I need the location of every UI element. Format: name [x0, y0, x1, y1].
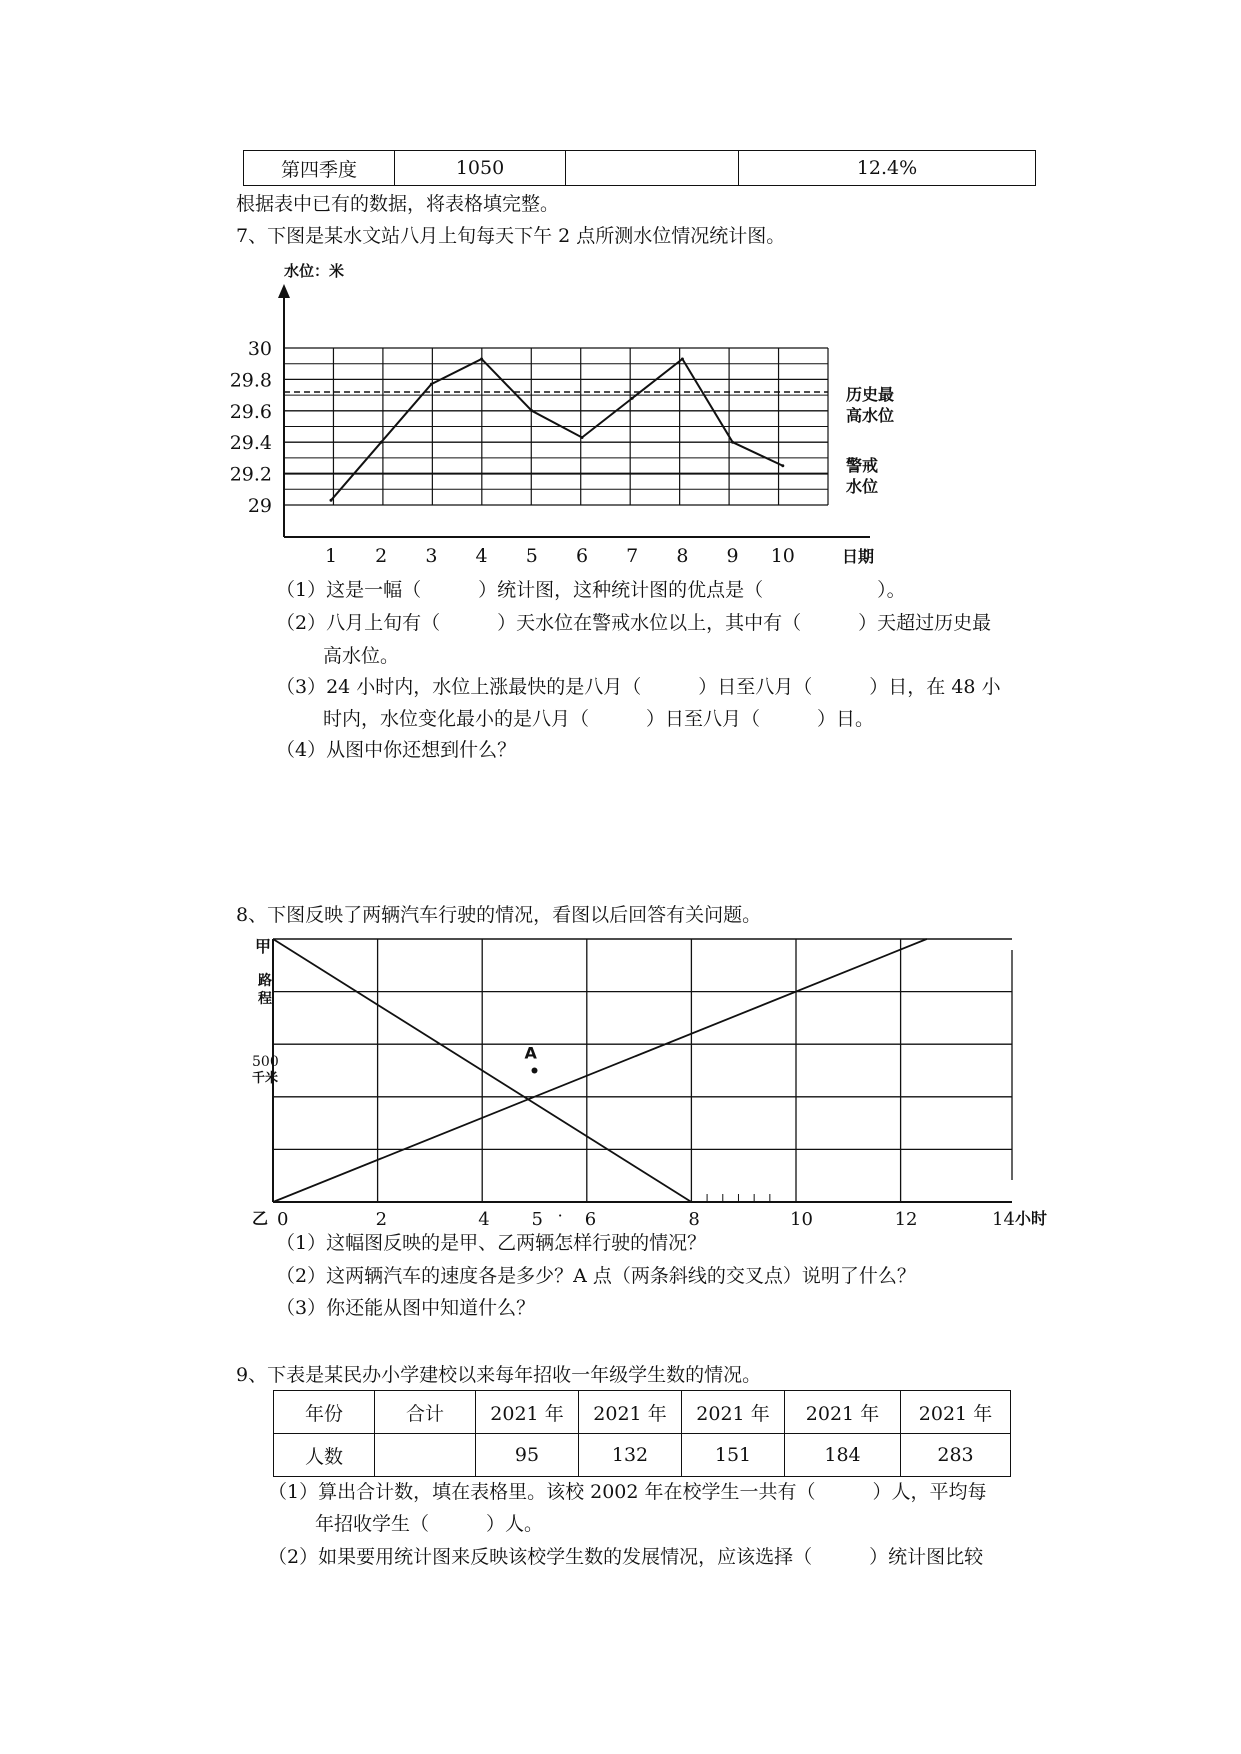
- table-cell: 151: [682, 1434, 785, 1477]
- warning-label: 警戒: [846, 456, 879, 475]
- y-tick-label: 500: [252, 1054, 279, 1070]
- x-tick-label: 0: [277, 1209, 289, 1230]
- x-tick-label: 2: [375, 1209, 388, 1230]
- intersection-label: A: [524, 1043, 537, 1063]
- table-header: 2021 年: [476, 1391, 579, 1434]
- q8-question-3: （3）你还能从图中知道什么？: [276, 1297, 536, 1319]
- intersection-point-a: [532, 1068, 538, 1074]
- table-cell: 第四季度: [244, 151, 395, 186]
- q7-question-3: （3）24 小时内，水位上涨最快的是八月（ ）日至八月（ ）日，在 48 小: [276, 676, 1001, 698]
- y-axis-label: 路: [258, 973, 272, 989]
- y-tick-label: 29.8: [229, 369, 272, 392]
- y-tick-label: 30: [247, 338, 272, 360]
- table-header: 2021 年: [901, 1391, 1011, 1434]
- x-tick-label: 7: [626, 545, 639, 567]
- x-tick-label: 1: [324, 545, 338, 567]
- q8-question-1: （1）这幅图反映的是甲、乙两辆怎样行驶的情况？: [276, 1232, 707, 1254]
- table-cell: 1050: [395, 151, 566, 186]
- table-header: 合计: [375, 1391, 476, 1434]
- y-tick-label: 29.6: [229, 400, 272, 423]
- table-header: 2021 年: [682, 1391, 785, 1434]
- y-tick-label: 29.4: [229, 432, 272, 455]
- q7-question-4: （4）从图中你还想到什么？: [276, 739, 517, 761]
- q7-question-2-cont: 高水位。: [323, 645, 400, 667]
- table-row: [274, 1391, 1011, 1434]
- q6-instruction: 根据表中已有的数据，将表格填完整。: [236, 193, 560, 215]
- x-tick-label: 3: [425, 545, 438, 567]
- y-tick-label: 29.2: [229, 463, 272, 486]
- historic-high-label: 高水位: [846, 406, 895, 425]
- table-cell: 184: [785, 1434, 901, 1477]
- table-cell: 132: [579, 1434, 682, 1477]
- x-tick-label: 4: [475, 545, 488, 567]
- x-tick-label: 8: [688, 1209, 700, 1230]
- q7-question-3-cont: 时内，水位变化最小的是八月（ ）日至八月（ ）日。: [323, 708, 875, 730]
- table-cell: 12.4%: [739, 151, 1036, 186]
- q9-question-1-cont: 年招收学生（ ）人。: [315, 1513, 544, 1535]
- x-tick-label: 6: [575, 545, 589, 567]
- x-tick-label: 5: [525, 545, 538, 567]
- x-tick-label: 2: [375, 545, 388, 567]
- x-tick-label: 5: [531, 1209, 543, 1230]
- y-tick-label: 29: [247, 495, 272, 517]
- y-axis-label: 水位：米: [284, 262, 345, 280]
- x-dot-separator: ·: [557, 1206, 563, 1225]
- table-cell: [375, 1434, 476, 1477]
- y-unit-label: 千米: [252, 1071, 279, 1086]
- x-axis-label: 小时: [1015, 1209, 1048, 1228]
- table-cell: 283: [901, 1434, 1011, 1477]
- q8-question-2: （2）这两辆汽车的速度各是多少？A 点（两条斜线的交叉点）说明了什么？: [276, 1265, 916, 1287]
- q7-question-1: （1）这是一幅（ ）统计图，这种统计图的优点是（ ）。: [276, 579, 906, 601]
- warning-label: 水位: [846, 477, 879, 496]
- x-tick-label: 10: [790, 1209, 813, 1230]
- table-header: 2021 年: [785, 1391, 901, 1434]
- x-axis-label: 日期: [842, 547, 875, 566]
- x-tick-label: 8: [676, 545, 689, 567]
- y-axis-label: 程: [258, 991, 272, 1007]
- car-yi-line: [273, 939, 927, 1202]
- q9-table: [273, 1390, 1011, 1477]
- q8-title: 8、下图反映了两辆汽车行驶的情况，看图以后回答有关问题。: [236, 904, 762, 926]
- label-yi: 乙: [252, 1209, 269, 1228]
- historic-high-label: 历史最: [846, 385, 895, 404]
- q9-title: 9、下表是某民办小学建校以来每年招收一年级学生数的情况。: [236, 1364, 762, 1386]
- table-header: 2021 年: [579, 1391, 682, 1434]
- table-header: 年份: [274, 1391, 375, 1434]
- x-tick-label: 9: [726, 545, 739, 567]
- q7-title: 7、下图是某水文站八月上旬每天下午 2 点所测水位情况统计图。: [236, 225, 786, 247]
- x-tick-label: 6: [584, 1209, 597, 1230]
- label-jia: 甲: [255, 937, 272, 956]
- q9-question-1: （1）算出合计数，填在表格里。该校 2002 年在校学生一共有（ ）人，平均每: [268, 1481, 987, 1503]
- q9-question-2: （2）如果要用统计图来反映该校学生数的发展情况，应该选择（ ）统计图比较: [268, 1546, 984, 1568]
- table-cell: 人数: [274, 1434, 375, 1477]
- x-tick-label: 12: [894, 1209, 918, 1230]
- q7-question-2: （2）八月上旬有（ ）天水位在警戒水位以上，其中有（ ）天超过历史最: [276, 612, 992, 634]
- x-tick-label: 14: [992, 1209, 1015, 1230]
- x-tick-label: 4: [478, 1209, 490, 1230]
- x-tick-label: 10: [770, 545, 795, 567]
- table-row: [274, 1434, 1011, 1477]
- table-cell: 95: [476, 1434, 579, 1477]
